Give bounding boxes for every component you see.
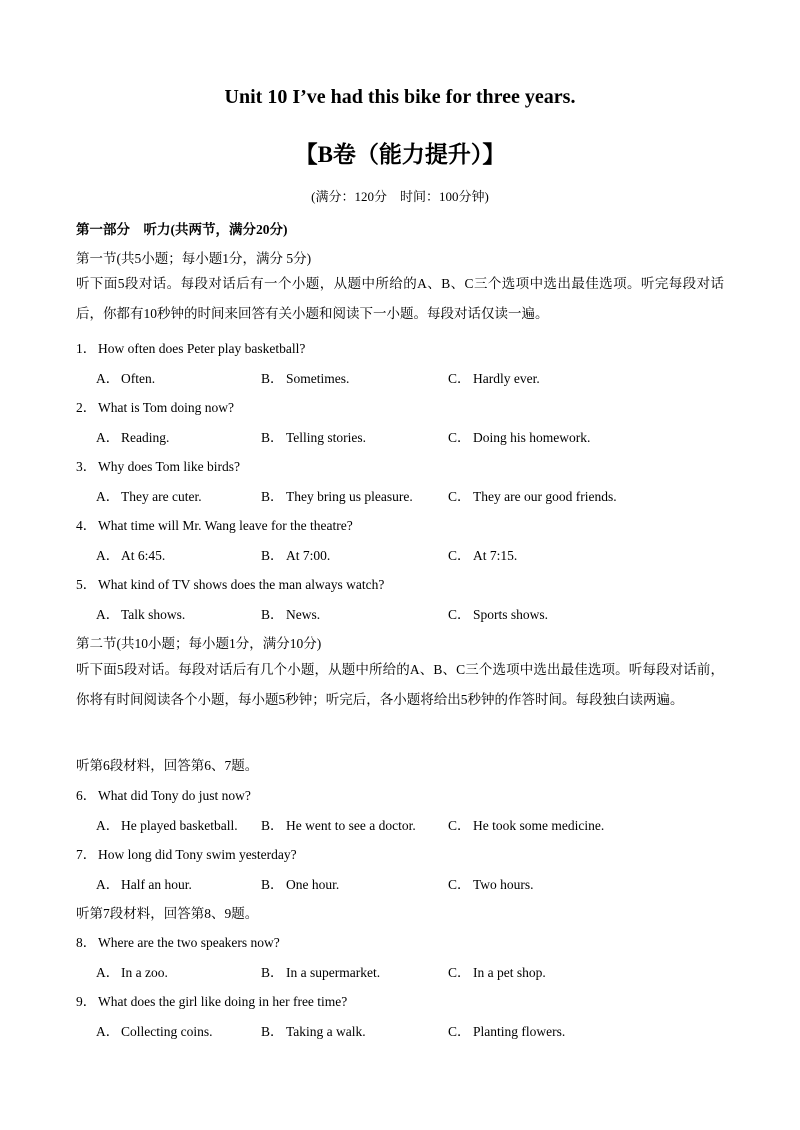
section2-instructions: 听下面5段对话。每段对话后有几个小题，从题中所给的A、B、C三个选项中选出最佳选项。听每段对话前，你将有时间阅读各个小题，每小题5秒钟；听完后，各小题将给出5秒钟的作答时间。每段独白读两遍。	[76, 662, 724, 707]
question-number: 2．	[76, 400, 97, 415]
page-subtitle: 【B卷（能力提升）】	[294, 142, 506, 167]
question-4	[76, 514, 353, 534]
question-text: What did Tony do just now?	[98, 788, 251, 803]
question-number: 6．	[76, 788, 97, 803]
question-5	[76, 573, 384, 593]
option-c[interactable]: C． Hardly ever.	[448, 371, 540, 386]
question-number: 1．	[76, 341, 97, 356]
question-text: How long did Tony swim yesterday?	[98, 847, 297, 862]
option-b[interactable]: B． One hour.	[261, 877, 340, 892]
option-b[interactable]: B． News.	[261, 607, 321, 622]
option-b[interactable]: B． They bring us pleasure.	[261, 489, 413, 504]
option-a[interactable]: A． Often.	[96, 371, 156, 386]
option-c[interactable]: C． In a pet shop.	[448, 965, 546, 980]
option-b[interactable]: B． In a supermarket.	[261, 965, 381, 980]
question-text: Why does Tom like birds?	[98, 459, 241, 474]
section1-heading: 第一节(共5小题；每小题1分，满分 5分)	[76, 251, 312, 266]
material-7-note: 听第7段材料，回答第8、9题。	[76, 906, 259, 921]
section1-instructions: 听下面5段对话。每段对话后有一个小题，从题中所给的A、B、C三个选项中选出最佳选项。听完每段对话后，你都有10秒钟的时间来回答有关小题和阅读下一小题。每段对话仅读一遍。	[76, 276, 724, 321]
option-b[interactable]: B． Telling stories.	[261, 430, 367, 445]
question-text: What is Tom doing now?	[98, 400, 235, 415]
option-c[interactable]: C． Planting flowers.	[448, 1024, 566, 1039]
question-6	[76, 784, 251, 804]
question-7	[76, 843, 297, 863]
page-title: Unit 10 I’ve had this bike for three years.	[224, 86, 576, 108]
option-b[interactable]: B． Sometimes.	[261, 371, 350, 386]
question-8	[76, 931, 280, 951]
option-b[interactable]: B． At 7:00.	[261, 548, 331, 563]
question-3	[76, 455, 240, 475]
option-c[interactable]: C． Doing his homework.	[448, 430, 591, 445]
question-number: 3．	[76, 459, 97, 474]
question-number: 4．	[76, 518, 97, 533]
question-number: 5．	[76, 577, 97, 592]
option-a[interactable]: A． They are cuter.	[96, 489, 202, 504]
question-text: What does the girl like doing in her free time?	[98, 994, 348, 1009]
option-c[interactable]: C． Two hours.	[448, 877, 534, 892]
question-number: 7．	[76, 847, 97, 862]
option-a[interactable]: A． Half an hour.	[96, 877, 192, 892]
option-b[interactable]: B． Taking a walk.	[261, 1024, 366, 1039]
option-a[interactable]: A． At 6:45.	[96, 548, 166, 563]
option-b[interactable]: B． He went to see a doctor.	[261, 818, 416, 833]
option-a[interactable]: A． Reading.	[96, 430, 170, 445]
question-text: How often does Peter play basketball?	[98, 341, 306, 356]
part1-heading: 第一部分 听力(共两节，满分20分)	[76, 222, 288, 237]
question-9	[76, 990, 347, 1010]
exam-meta: (满分：120分 时间：100分钟)	[311, 189, 489, 204]
option-a[interactable]: A． In a zoo.	[96, 965, 168, 980]
option-c[interactable]: C． At 7:15.	[448, 548, 518, 563]
question-text: Where are the two speakers now?	[98, 935, 280, 950]
question-text: What kind of TV shows does the man always watch?	[98, 577, 385, 592]
option-c[interactable]: C． Sports shows.	[448, 607, 549, 622]
option-c[interactable]: C． He took some medicine.	[448, 818, 605, 833]
question-1	[76, 337, 305, 357]
question-number: 8．	[76, 935, 97, 950]
section2-heading: 第二节(共10小题；每小题1分，满分10分)	[76, 636, 322, 651]
option-a[interactable]: A． He played basketball.	[96, 818, 238, 833]
option-a[interactable]: A． Talk shows.	[96, 607, 186, 622]
option-c[interactable]: C． They are our good friends.	[448, 489, 617, 504]
question-2	[76, 396, 234, 416]
question-number: 9．	[76, 994, 97, 1009]
question-text: What time will Mr. Wang leave for the theatre?	[98, 518, 353, 533]
option-a[interactable]: A． Collecting coins.	[96, 1024, 213, 1039]
material-6-note: 听第6段材料，回答第6、7题。	[76, 758, 259, 773]
